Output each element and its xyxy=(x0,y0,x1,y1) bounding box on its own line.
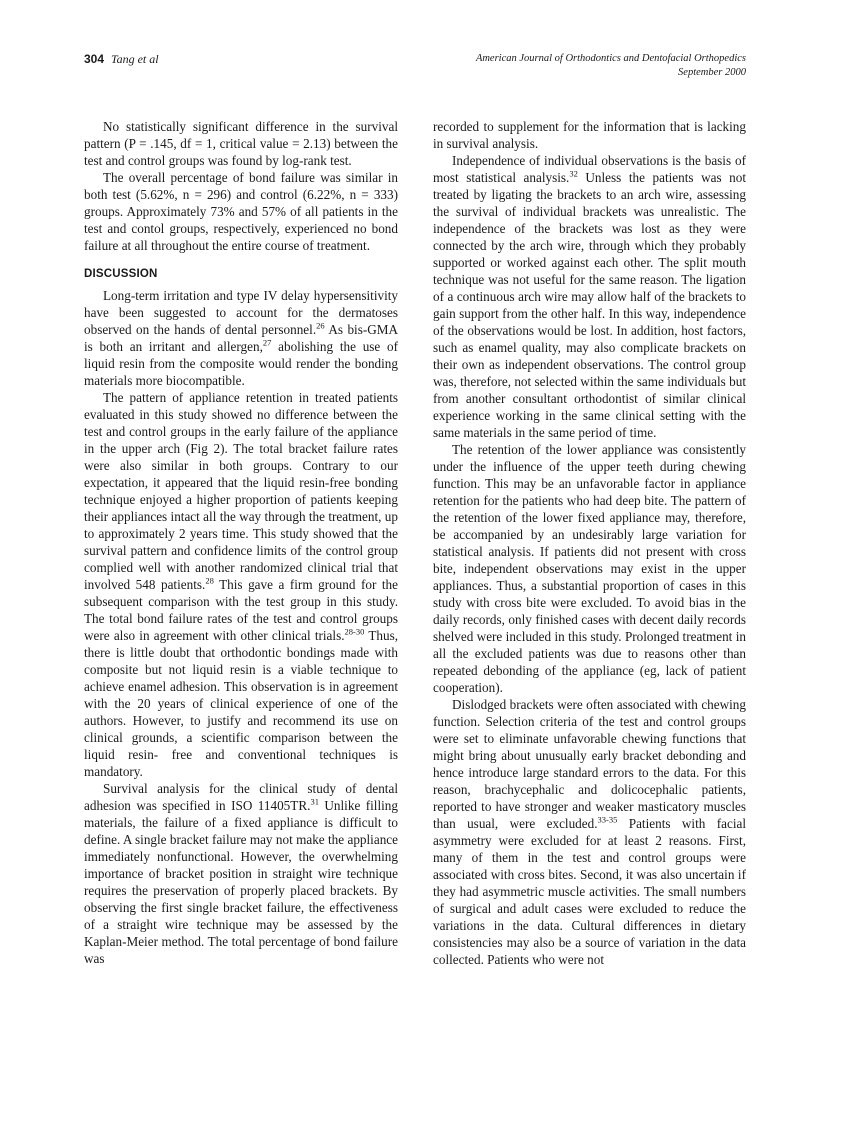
citation-ref: 26 xyxy=(316,320,325,331)
citation-ref: 28-30 xyxy=(344,626,365,637)
text-span: Unless the patients was not treated by ligating the brackets to an arch wire, assessing the survival of individual brackets was unrealistic. The independence of the brackets was lost as they were connected by the arch wire, through which they probably supported or worked against each other. The split mouth technique was not useful for the same reason. The ligation of a continuous arch wire may allow half of the brackets to gain support from the other half. In this way, independence of the observations would be lost. In addition, host factors, such as enamel quality, may also complicate brackets on their own as independent observations. The control group was, therefore, not selected within the same individuals but from another consultant orthodontist of similar clinical experience working in the same clinical setting with the same materials in the same period of time. xyxy=(433,170,746,440)
text-span: This gave a firm ground for the subsequent comparison with the test group in this study. The total bond failure rates of the test and control groups were also in agreement with other clinical trials. xyxy=(84,577,399,643)
text-span: abolishing the use of liquid resin from the composite would render the bonding materials more biocompatible. xyxy=(84,339,399,388)
issue-date: September 2000 xyxy=(678,67,746,78)
text-span: Long-term irritation and type IV delay hypersensitivity have been suggested to account for the dermatoses observed on the hands of dental personnel. xyxy=(84,288,398,337)
running-authors: Tang et al xyxy=(111,52,159,66)
paragraph-survival-analysis xyxy=(84,780,398,967)
text-span: Dislodged brackets were often associated with chewing function. Selection criteria of the test and control groups were set to eliminate unfavorable chewing functions that might bring about unusually early bracket debonding and hence introduce large standard errors to the data. For this reason, brachycephalic and dolicocephalic patients, reported to have stronger and weaker masticatory muscles than usual, were excluded. xyxy=(433,697,746,831)
running-header-right xyxy=(476,52,746,80)
text-span: Survival analysis for the clinical study of dental adhesion was specified in ISO 11405TR. xyxy=(84,781,398,813)
paragraph-lower-appliance: The retention of the lower appliance was consistently under the influence of the upper teeth during chewing function. This may be an unfavorable factor in appliance retention for the patients who had deep bite. The pattern of the retention of the lower fixed appliance may, therefore, be accompanied by an undesirably large variation for statistical analysis. If patients did not present with cross bite, independent observations may exist in the upper appliances. Thus, a substantial proportion of cases in this study with cross bite were excluded. To avoid bias in the daily records, only finished cases with decent daily records shelved were included in this study. Prolonged treatment in all the excluded patients was due to reasons other than repeated debonding of the appliance (eg, lack of patient cooperation). xyxy=(433,442,746,695)
left-column xyxy=(84,118,398,967)
paragraph-logrank: No statistically significant difference in the survival pattern (P = .145, df = 1, critical value = 2.13) between the test and control groups was found by log-rank test. xyxy=(84,119,398,168)
paragraph-continuation: recorded to supplement for the information that is lacking in survival analysis. xyxy=(433,119,746,151)
text-span: The pattern of appliance retention in treated patients evaluated in this study showed no difference between the test and control groups in the early failure of the appliance in the upper arch (Fig 2). The total bracket failure rates were also similar in both groups. Contrary to our expectation, it appeared that the liquid resin-free bonding technique enjoyed a higher proportion of patients keeping their appliances intact all the way through the treatment, up to approximately 2 years time. This study showed that the survival pattern and confidence limits of the control group complied well with another randomized clinical trial that involved 548 patients. xyxy=(84,390,398,592)
paragraph-appliance-retention xyxy=(84,389,398,780)
section-heading-discussion: DISCUSSION xyxy=(84,268,158,280)
text-span: Independence of individual observations is the basis of most statistical analysis. xyxy=(433,153,746,185)
citation-ref: 32 xyxy=(569,168,578,179)
journal-title: American Journal of Orthodontics and Dentofacial Orthopedics xyxy=(475,53,746,64)
paragraph-dislodged-brackets xyxy=(433,696,746,968)
text-span: As bis-GMA is both an irritant and allergen, xyxy=(84,322,398,354)
page-number: 304 xyxy=(84,52,105,66)
citation-ref: 33-35 xyxy=(597,814,618,825)
paragraph-independence xyxy=(433,152,746,441)
citation-ref: 28 xyxy=(205,575,214,586)
right-column xyxy=(433,118,746,968)
paragraph-hypersensitivity xyxy=(84,287,398,389)
citation-ref: 27 xyxy=(262,337,272,348)
text-span: Thus, there is little doubt that orthodontic bondings made with composite but not liquid resin is a viable technique to achieve enamel adhesion. This observation is in agreement with the 20 years of clinical experience of one of the authors. However, to justify and recommend its use on clinical grounds, a scientific comparison between the liquid resin- free and conventional techniques is mandatory. xyxy=(84,628,398,779)
paragraph-bond-failure: The overall percentage of bond failure was similar in both test (5.62%, n = 296) and control (6.22%, n = 333) groups. Approximately 73% and 57% of all patients in the test and contol groups, respectively, experienced no bond failure at all throughout the entire course of treatment. xyxy=(84,170,398,253)
text-span: Patients with facial asymmetry were excluded for at least 2 reasons. First, many of them in the test and control groups were associated with cross bites. Second, it was also uncertain if they had asymmetric muscle activities. The small numbers of surgical and adult cases were excluded to reduce the variations in the data. Cultural differences in dietary consistencies may also be a source of variation in the data collected. Patients who were not xyxy=(433,816,746,967)
text-span: Unlike filling materials, the failure of a fixed appliance is difficult to define. A single bracket failure may not make the appliance immediately nonfunctional. However, the overwhelming importance of bracket position in straight wire technique requires the preservation of properly placed brackets. By observing the first single bracket failure, the effectiveness of a straight wire technique may be assessed by the Kaplan-Meier method. The total percentage of bond failure was xyxy=(84,798,398,966)
citation-ref: 31 xyxy=(310,796,319,807)
running-header-left xyxy=(84,52,159,67)
